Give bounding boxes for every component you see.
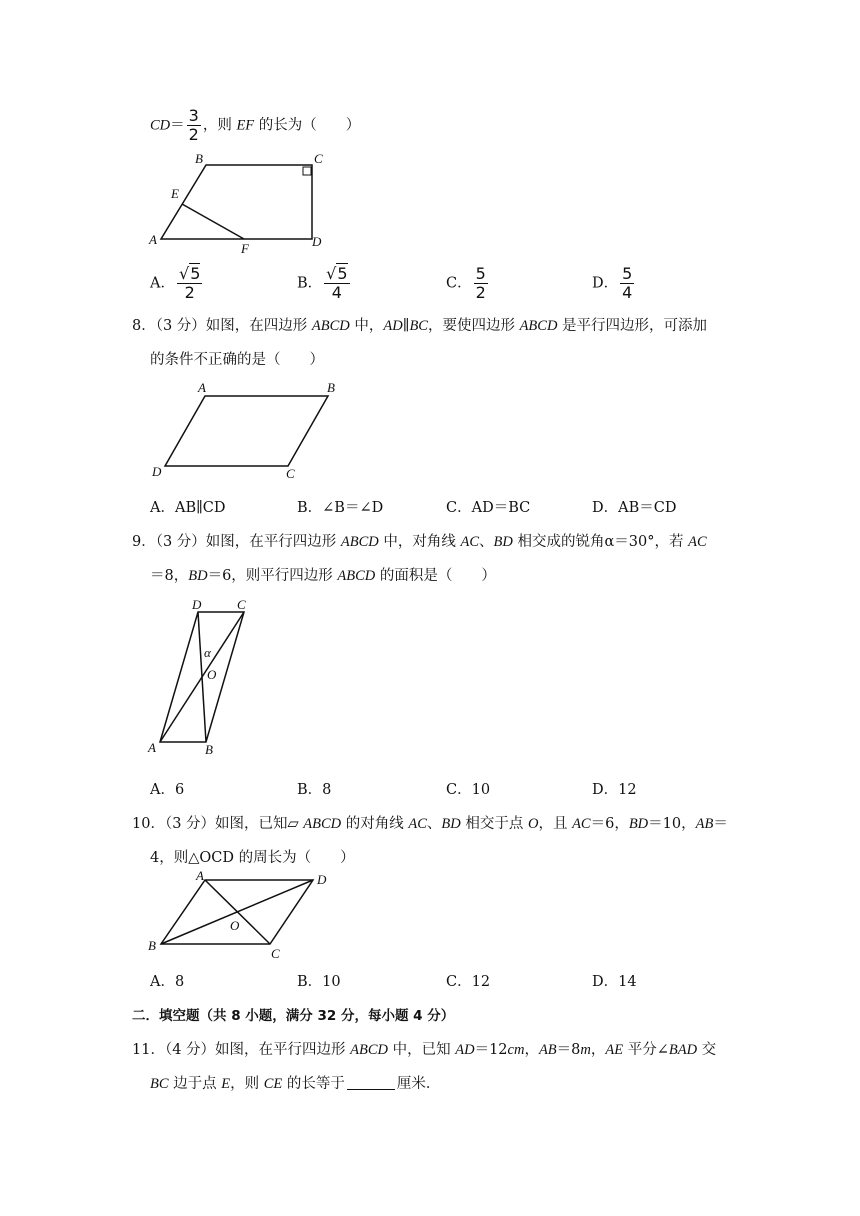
q10-option-a[interactable]: A．8 — [150, 974, 185, 990]
segment-cd: CD — [150, 117, 171, 134]
answer-blank[interactable] — [347, 1089, 395, 1090]
q9-option-d[interactable]: D．12 — [592, 782, 637, 798]
q7-continuation: CD＝ $\frac{3}{2}$ ，则 EF 的长为（ ） — [150, 106, 361, 144]
q9-option-b[interactable]: B．8 — [297, 782, 332, 798]
label-o: O — [230, 918, 240, 933]
q9-option-a[interactable]: A．6 — [150, 782, 185, 798]
q7-option-a[interactable]: A． $\frac{√5}{2}$ — [150, 264, 201, 302]
q10-figure-parallelogram — [140, 868, 350, 963]
q7-option-b[interactable]: B． $\frac{√5}{4}$ — [297, 264, 348, 302]
q8-option-a[interactable]: A．AB∥CD — [150, 500, 226, 516]
segment-ef: EF — [236, 117, 255, 134]
q8-figure-quadrilateral — [140, 378, 350, 481]
q9-option-c[interactable]: C．10 — [446, 782, 491, 798]
q8-option-c[interactable]: C．AD＝BC — [446, 500, 531, 516]
q10-option-d[interactable]: D．14 — [592, 974, 637, 990]
section-2-title: 二．填空题（共 8 小题，满分 32 分，每小题 4 分） — [132, 1008, 455, 1024]
label-b: B — [148, 938, 156, 953]
q9-stem-line1: 9．（3 分）如图，在平行四边形 ABCD 中，对角线 AC、BD 相交成的锐角α＝30°，若 AC — [132, 534, 707, 550]
q11-stem-line2: BC 边于点 E，则 CE 的长等于 厘米． — [150, 1076, 441, 1092]
q10-option-c[interactable]: C．12 — [446, 974, 491, 990]
label-o: O — [207, 667, 217, 682]
q10-option-b[interactable]: B．10 — [297, 974, 341, 990]
q7-option-c[interactable]: C． $\frac{5}{2}$ — [446, 264, 486, 302]
label-b: B — [195, 151, 203, 166]
q10-stem-line2: 4，则△OCD 的周长为（ ） — [150, 850, 355, 866]
label-a: A — [149, 232, 157, 247]
label-a: A — [148, 740, 156, 755]
label-b: B — [205, 742, 213, 757]
q9-stem-line2: ＝8，BD＝6，则平行四边形 ABCD 的面积是（ ） — [150, 568, 496, 584]
label-f: F — [241, 241, 249, 256]
label-d: D — [317, 872, 327, 887]
q10-stem-line1: 10．（3 分）如图，已知▱ ABCD 的对角线 AC、BD 相交于点 O，且 AC＝6，BD＝10，AB＝ — [132, 816, 728, 832]
label-c: C — [271, 946, 280, 961]
label-d: D — [152, 464, 162, 479]
label-a: A — [198, 380, 206, 395]
q8-stem-line2: 的条件不正确的是（ ） — [150, 352, 324, 368]
label-d: D — [192, 597, 202, 612]
q7-option-d[interactable]: D． $\frac{5}{4}$ — [592, 264, 633, 302]
label-c: C — [237, 597, 246, 612]
q11-stem-line1: 11．（4 分）如图，在平行四边形 ABCD 中，已知 AD＝12cm，AB＝8m，AE 平分∠BAD 交 — [132, 1042, 717, 1058]
q8-stem-line1: 8．（3 分）如图，在四边形 ABCD 中，AD∥BC，要使四边形 ABCD 是平行四边形，可添加 — [132, 318, 708, 334]
fraction-3-2: $\frac{3}{2}$ — [188, 106, 199, 144]
label-b: B — [327, 380, 335, 395]
q8-option-d[interactable]: D．AB＝CD — [592, 500, 677, 516]
q9-figure-parallelogram — [140, 595, 270, 760]
label-a: A — [196, 868, 204, 883]
label-d: D — [312, 234, 322, 249]
q8-option-b[interactable]: B．∠B＝∠D — [297, 500, 384, 516]
q7-figure-trapezoid — [140, 150, 340, 260]
label-e: E — [171, 186, 179, 201]
label-c: C — [314, 151, 323, 166]
label-c: C — [286, 466, 295, 481]
label-alpha: α — [204, 645, 211, 660]
